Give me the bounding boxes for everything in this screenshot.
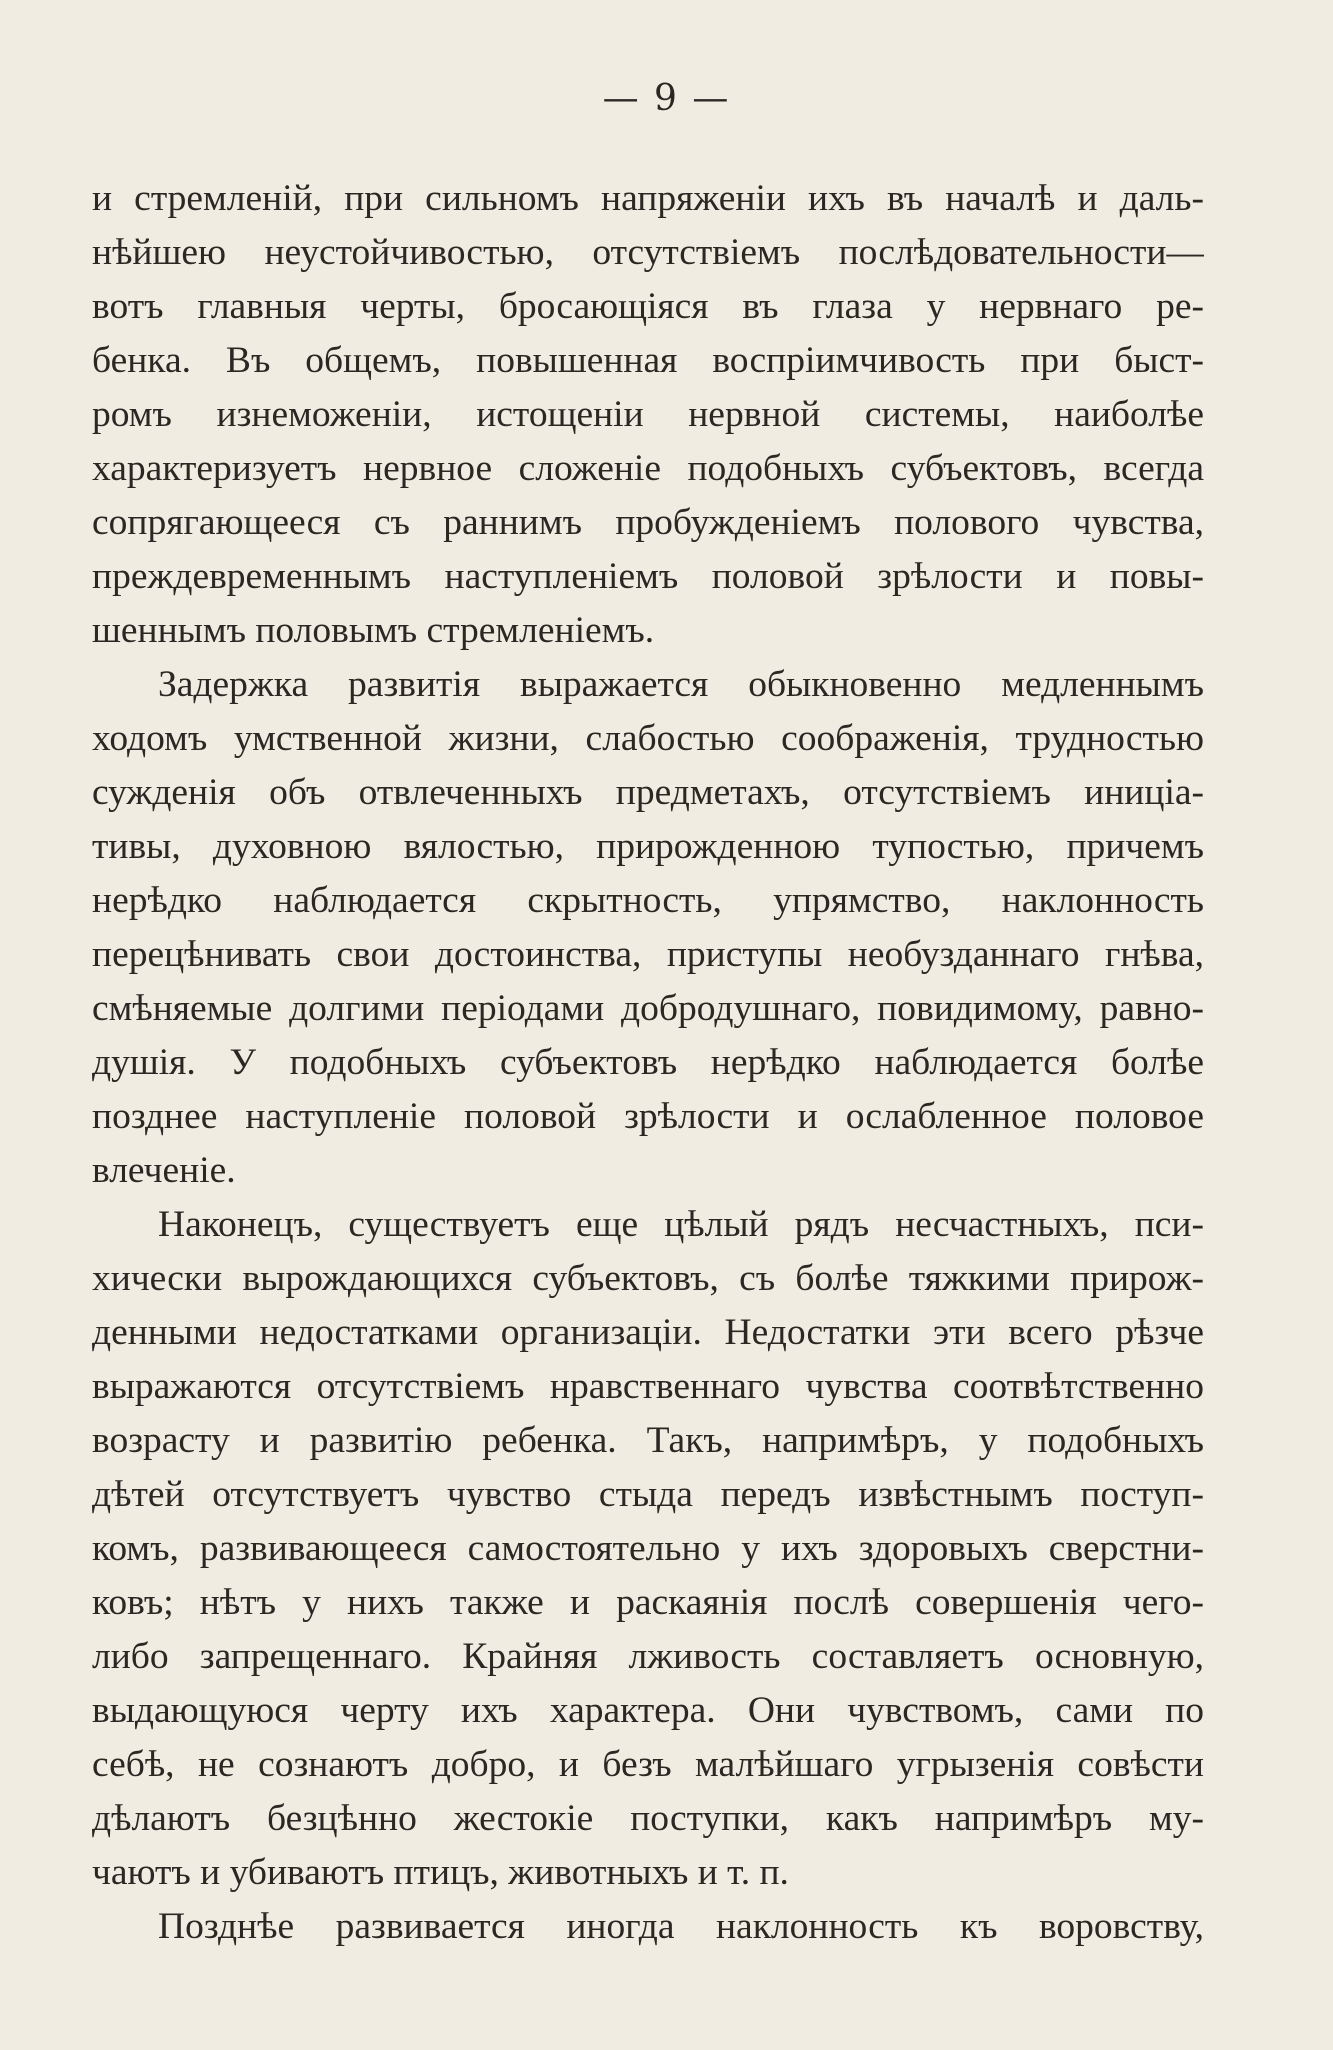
text-line: влеченіе.: [92, 1150, 236, 1191]
text-line: душія. У подобныхъ субъектовъ нерѣдко наблюдается болѣе: [92, 1042, 1204, 1083]
text-line: характеризуетъ нервное сложеніе подобныхъ субъектовъ, всегда: [92, 448, 1204, 489]
text-line: нѣйшею неустойчивостью, отсутствіемъ послѣдовательности—: [92, 232, 1204, 273]
text-line: преждевременнымъ наступленіемъ половой зрѣлости и повы-: [92, 556, 1204, 597]
text-line: денными недостатками организаціи. Недостатки эти всего рѣзче: [92, 1312, 1204, 1353]
text-line: Наконецъ, существуетъ еще цѣлый рядъ несчастныхъ, пси-: [158, 1204, 1204, 1245]
text-line: смѣняемые долгими періодами добродушнаго, повидимому, равно-: [92, 988, 1204, 1029]
text-line: либо запрещеннаго. Крайняя лживость составляетъ основную,: [92, 1636, 1204, 1677]
text-line: Позднѣе развивается иногда наклонность къ воровству,: [158, 1906, 1204, 1947]
text-line: ходомъ умственной жизни, слабостью соображенія, трудностью: [92, 718, 1204, 759]
text-line: комъ, развивающееся самостоятельно у ихъ здоровыхъ сверстни-: [92, 1528, 1204, 1569]
text-line: выдающуюся черту ихъ характера. Они чувствомъ, сами по: [92, 1690, 1204, 1731]
text-line: перецѣнивать свои достоинства, приступы необузданнаго гнѣва,: [92, 934, 1204, 975]
text-line: выражаются отсутствіемъ нравственнаго чувства соотвѣтственно: [92, 1366, 1204, 1407]
text-line: ковъ; нѣтъ у нихъ также и раскаянія послѣ совершенія чего-: [92, 1582, 1204, 1623]
text-line: бенка. Въ общемъ, повышенная воспріимчивость при быст-: [92, 340, 1204, 381]
text-line: нерѣдко наблюдается скрытность, упрямство, наклонность: [92, 880, 1204, 921]
body-text: [92, 172, 1204, 1954]
text-line: чаютъ и убиваютъ птицъ, животныхъ и т. п.: [92, 1852, 789, 1893]
page-number: — 9 —: [602, 78, 731, 119]
text-line: позднее наступленіе половой зрѣлости и ослабленное половое: [92, 1096, 1204, 1137]
text-line: и стремленій, при сильномъ напряженіи ихъ въ началѣ и даль-: [92, 178, 1204, 219]
text-line: сопрягающееся съ раннимъ пробужденіемъ полового чувства,: [92, 502, 1204, 543]
text-line: шеннымъ половымъ стремленіемъ.: [92, 610, 655, 651]
text-line: дѣлаютъ безцѣнно жестокіе поступки, какъ напримѣръ му-: [92, 1798, 1204, 1839]
text-line: ромъ изнеможеніи, истощеніи нервной системы, наиболѣе: [92, 394, 1204, 435]
text-line: возрасту и развитію ребенка. Такъ, напримѣръ, у подобныхъ: [92, 1420, 1204, 1461]
text-line: Задержка развитія выражается обыкновенно медленнымъ: [158, 664, 1204, 705]
text-line: дѣтей отсутствуетъ чувство стыда передъ извѣстнымъ поступ-: [92, 1474, 1204, 1515]
text-line: хически вырождающихся субъектовъ, съ болѣе тяжкими прирож-: [92, 1258, 1204, 1299]
text-line: вотъ главныя черты, бросающіяся въ глаза у нервнаго ре-: [92, 286, 1204, 327]
text-line: сужденія объ отвлеченныхъ предметахъ, отсутствіемъ иниціа-: [92, 772, 1204, 813]
text-line: тивы, духовною вялостью, прирожденною тупостью, причемъ: [92, 826, 1204, 867]
text-line: себѣ, не сознаютъ добро, и безъ малѣйшаго угрызенія совѣсти: [92, 1744, 1204, 1785]
